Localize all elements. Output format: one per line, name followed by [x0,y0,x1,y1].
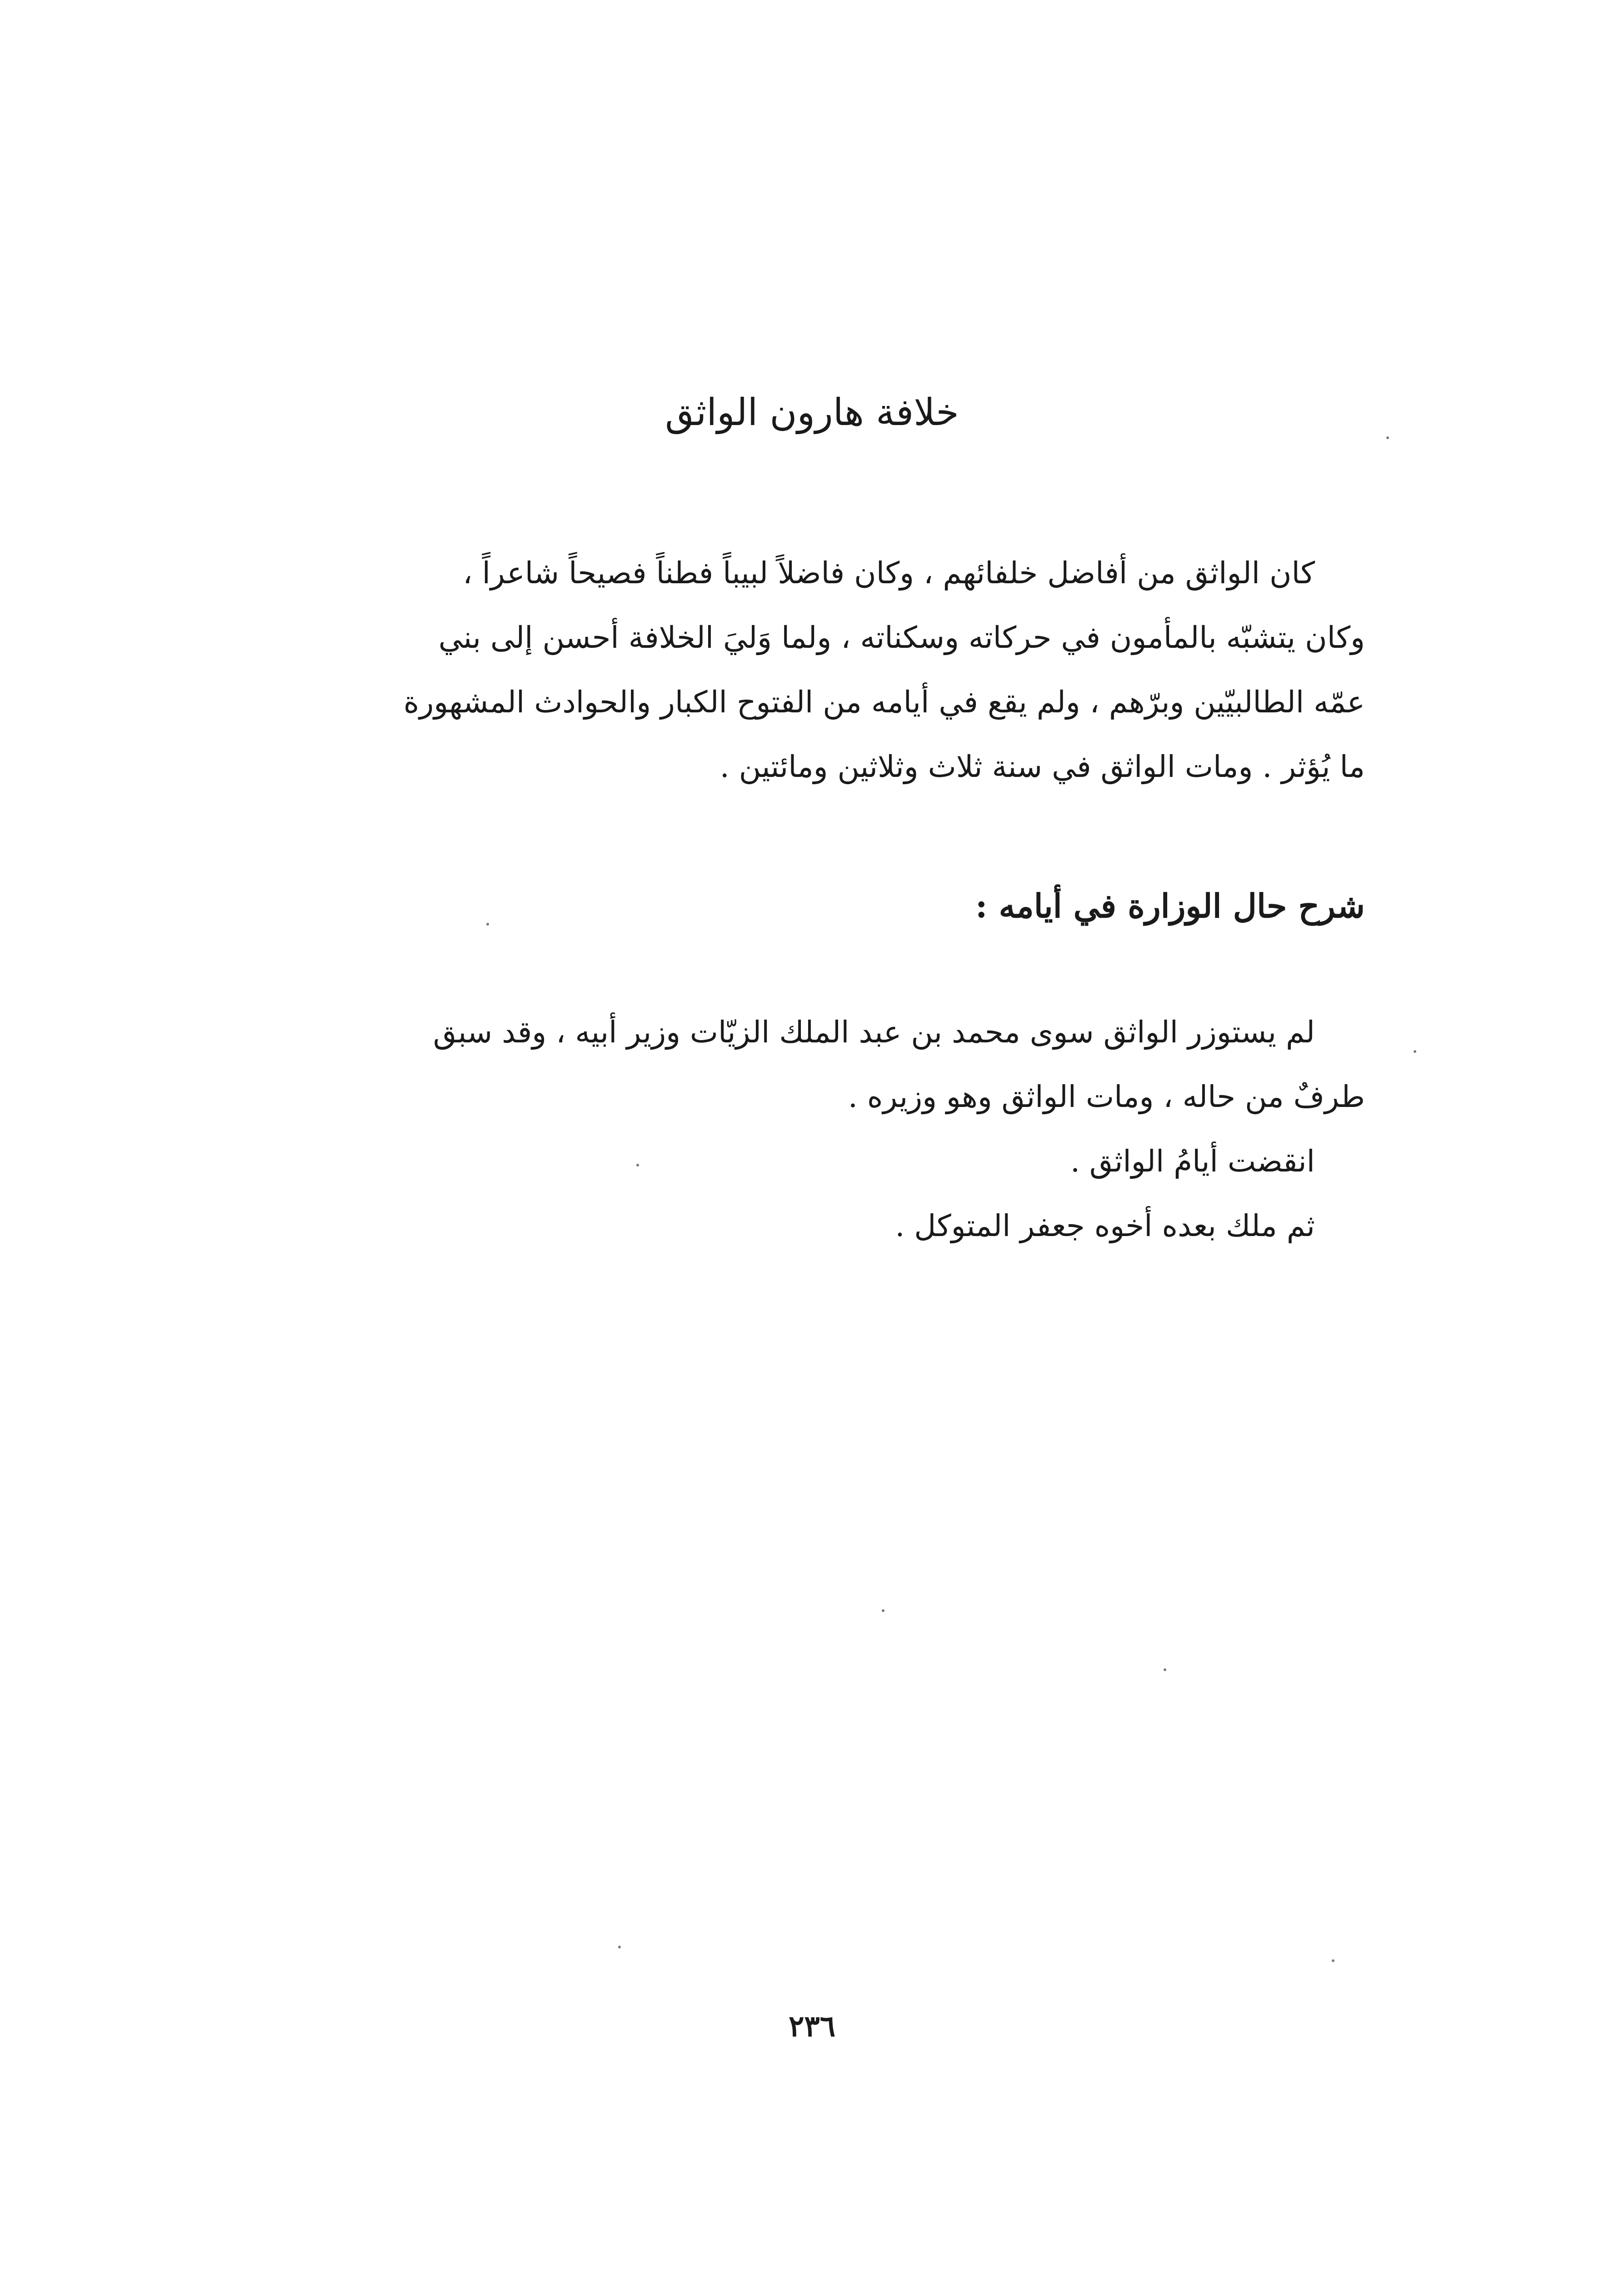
scan-speck [636,1164,639,1167]
paragraph-line: انقضت أيامُ الواثق . [1070,1144,1315,1179]
paragraph-intro [274,541,1365,799]
section-heading: شرح حال الوزارة في أيامه : [975,886,1365,925]
scan-speck [882,1609,884,1612]
paragraph-line: ثم ملك بعده أخوه جعفر المتوكل . [895,1208,1315,1243]
scan-speck [1164,1668,1166,1671]
paragraph-line: كان الواثق من أفاضل خلفائهم ، وكان فاضلاً لبيباً فطناً فصيحاً شاعراً ، [463,556,1315,591]
paragraph-line: لم يستوزر الواثق سوى محمد بن عبد الملك الزيّات وزير أبيه ، وقد سبق [433,1015,1315,1050]
scan-speck [1386,436,1389,439]
scan-speck [1332,1959,1334,1962]
page-title: خلافة هارون الواثق [665,391,959,434]
paragraph-line: عمّه الطالبيّين وبرّهم ، ولم يقع في أيامه من الفتوح الكبار والحوادث المشهورة [403,685,1365,720]
paragraph-vizierate [274,1000,1365,1258]
paragraph-line: طرفٌ من حاله ، ومات الواثق وهو وزيره . [848,1079,1365,1114]
scan-speck [618,1946,621,1948]
scan-speck [1414,1050,1416,1053]
paragraph-line: وكان يتشبّه بالمأمون في حركاته وسكناته ، ولما وَليَ الخلافة أحسن إلى بني [438,620,1365,655]
paragraph-line: ما يُؤثر . ومات الواثق في سنة ثلاث وثلاثين ومائتين . [720,749,1365,784]
scan-speck [486,923,489,926]
page-number: ٢٣٦ [788,2009,836,2043]
